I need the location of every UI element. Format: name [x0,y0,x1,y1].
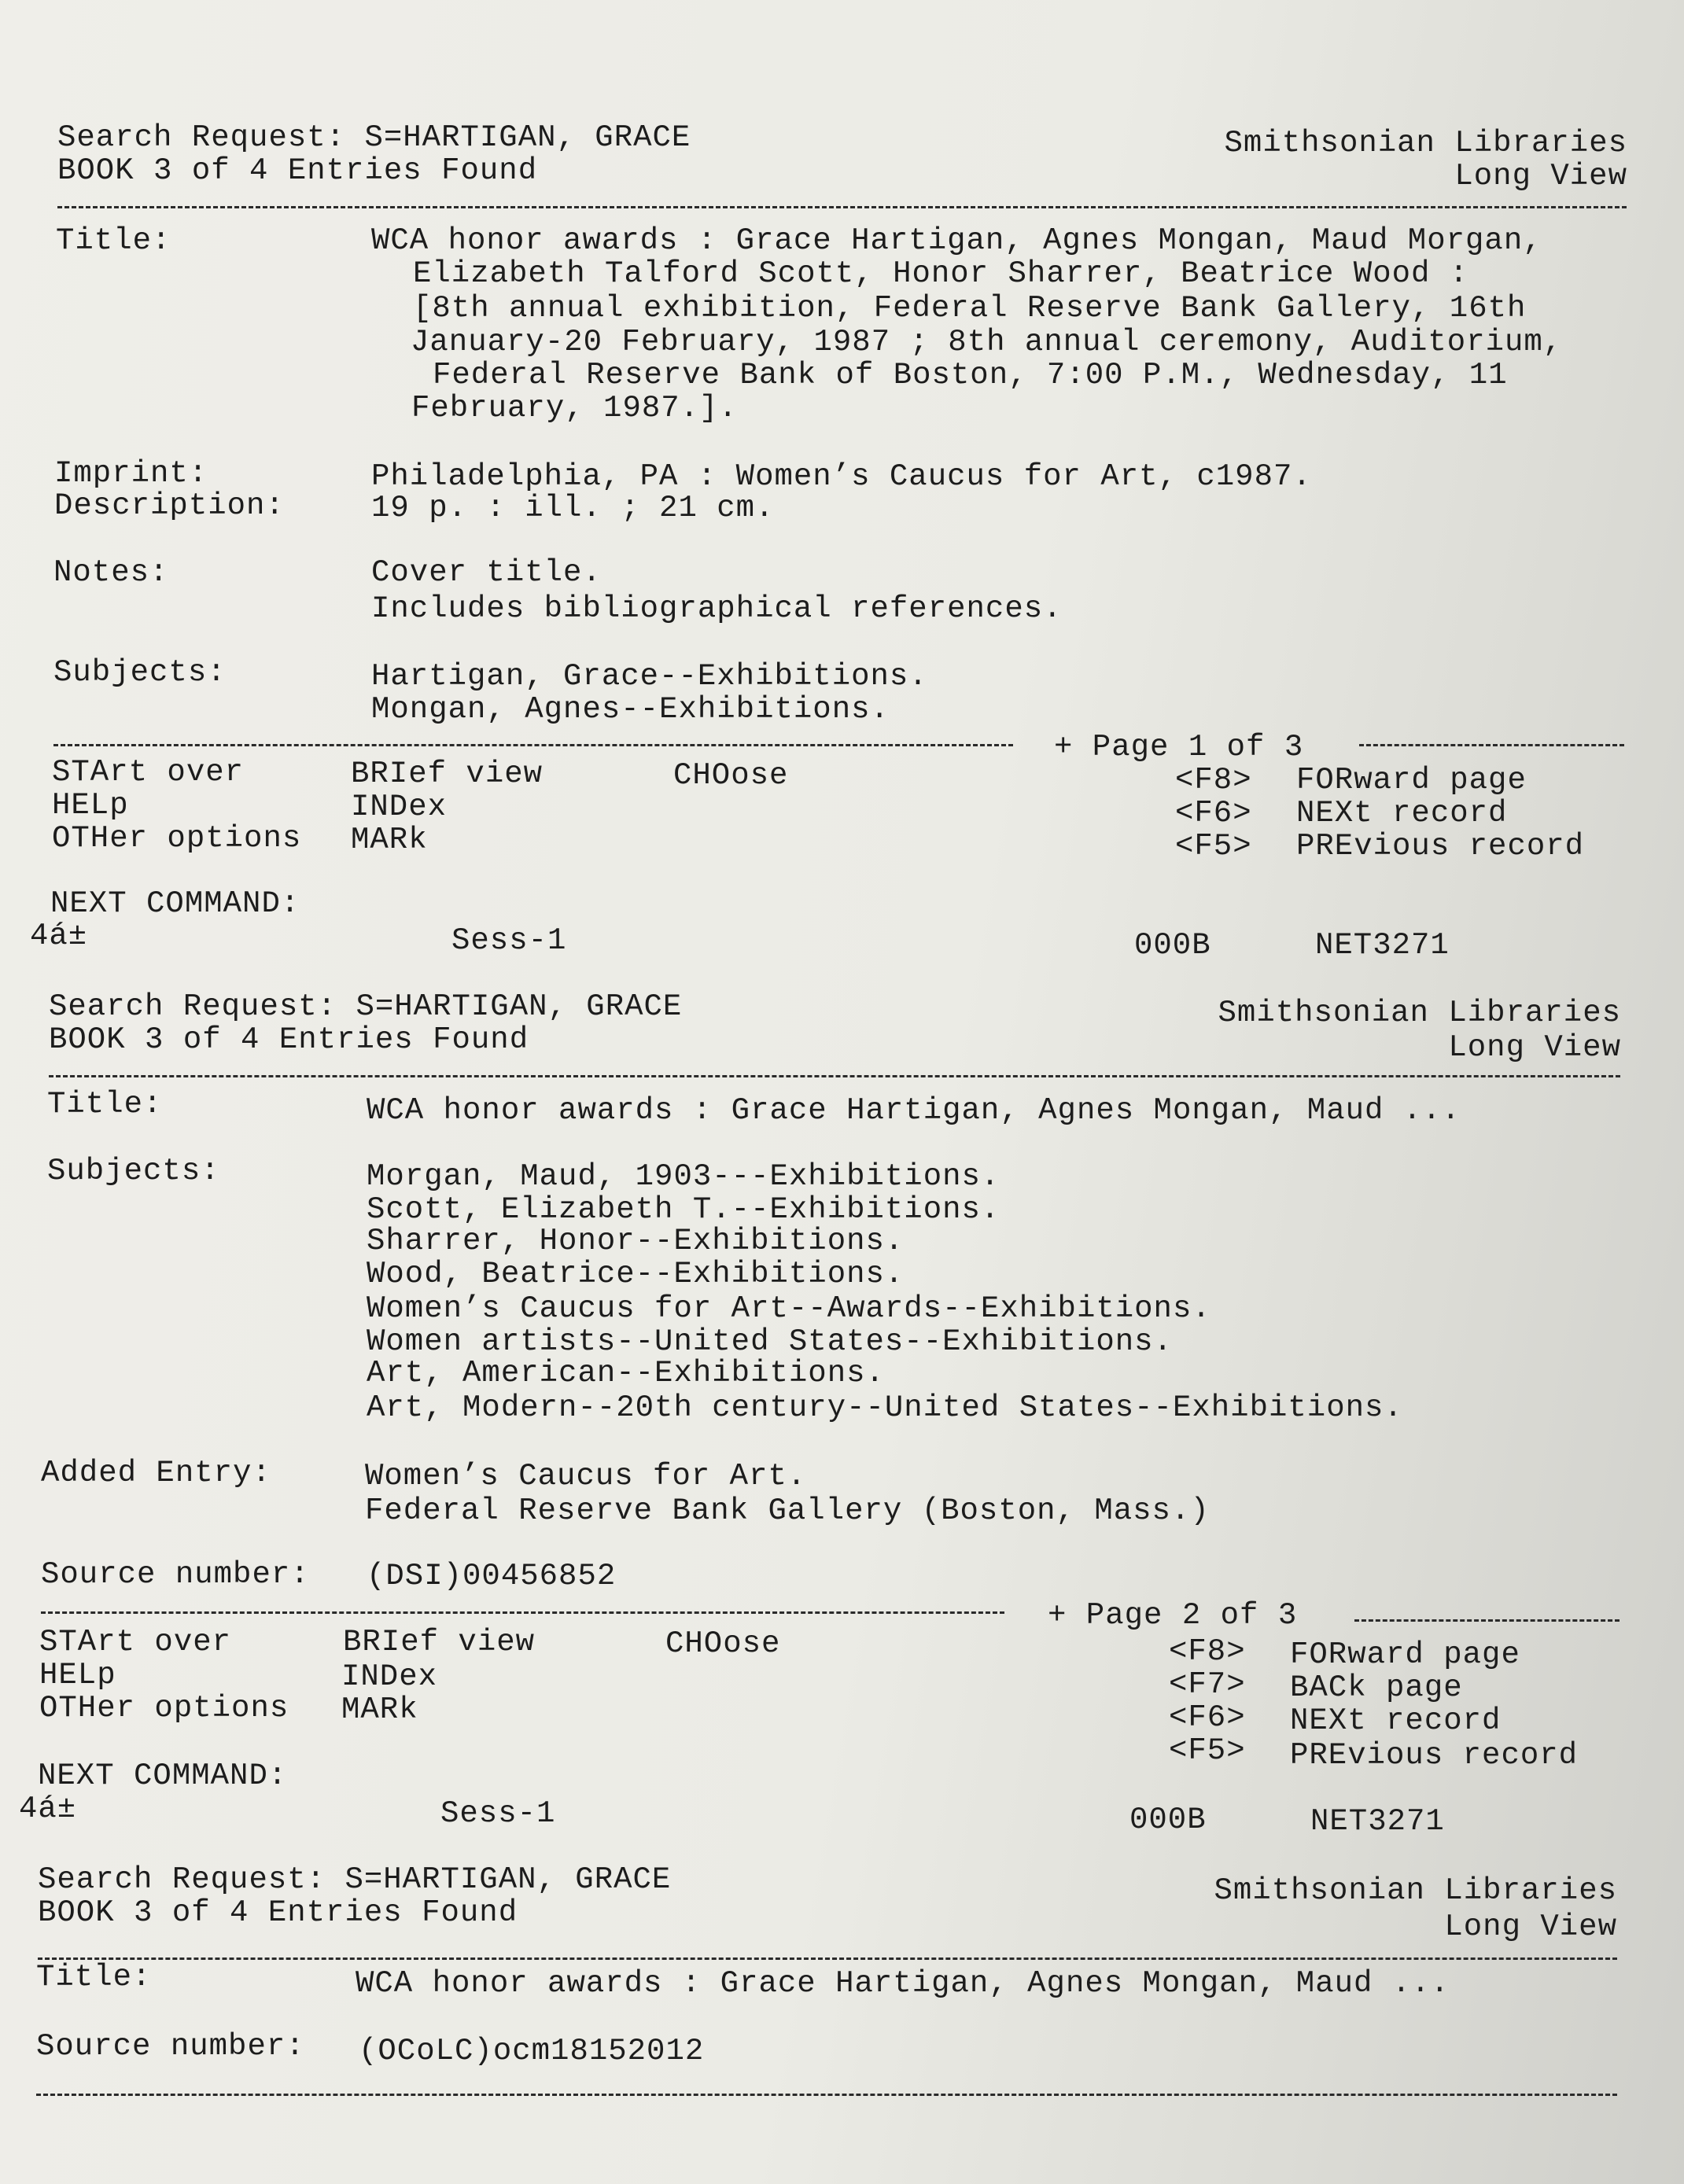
divider [1354,1619,1620,1622]
subject-line: Art, American--Exhibitions. [367,1356,885,1390]
added-entry-label: Added Entry: [41,1456,271,1490]
key-f8[interactable]: <F8> [1169,1634,1246,1669]
added-entry-line: Federal Reserve Bank Gallery (Boston, Mass.) [365,1493,1210,1528]
cmd-previous-record[interactable]: PREvious record [1296,829,1585,864]
key-f5[interactable]: <F5> [1169,1733,1246,1768]
divider [41,1611,1004,1614]
page-indicator: + Page 2 of 3 [1048,1598,1298,1633]
cmd-other-options[interactable]: OTHer options [39,1691,289,1725]
source-number-value: (OCoLC)ocm18152012 [359,2034,705,2068]
subjects-label: Subjects: [53,655,227,690]
cmd-index[interactable]: INDex [351,790,448,824]
title-label: Title: [36,1960,152,1994]
source-number-label: Source number: [36,2029,305,2064]
status-code: 4á± [30,919,88,953]
cmd-mark[interactable]: MARk [341,1692,418,1727]
title-label: Title: [56,223,171,258]
title-line: Federal Reserve Bank of Boston, 7:00 P.M., Wednesday, 11 [433,358,1508,392]
view-mode: Long View [1448,1030,1621,1065]
cmd-start-over[interactable]: STArt over [52,755,245,790]
subject-line: Wood, Beatrice--Exhibitions. [367,1257,905,1291]
next-command-prompt[interactable]: NEXT COMMAND: [38,1759,288,1793]
key-f8[interactable]: <F8> [1175,763,1252,797]
cmd-brief-view[interactable]: BRIef view [351,757,544,791]
description-value: 19 p. : ill. ; 21 cm. [371,491,775,525]
key-f6[interactable]: <F6> [1175,796,1252,831]
source-number-label: Source number: [41,1557,310,1592]
entries-found: BOOK 3 of 4 Entries Found [38,1895,518,1930]
cmd-mark[interactable]: MARk [351,823,428,857]
cmd-index[interactable]: INDex [341,1659,438,1694]
cmd-forward-page[interactable]: FORward page [1296,763,1527,797]
status-block: 000B [1134,928,1211,963]
divider [53,744,1013,746]
subject-line: Scott, Elizabeth T.--Exhibitions. [367,1192,1000,1227]
library-name: Smithsonian Libraries [1214,1873,1617,1908]
cmd-start-over[interactable]: STArt over [39,1625,232,1659]
added-entry-line: Women’s Caucus for Art. [365,1459,807,1493]
subjects-label: Subjects: [47,1154,220,1188]
title-value: WCA honor awards : Grace Hartigan, Agnes Mongan, Maud ... [356,1966,1450,2001]
note-line: Includes bibliographical references. [371,591,1063,626]
title-line: February, 1987.]. [411,391,738,425]
cmd-forward-page[interactable]: FORward page [1290,1637,1520,1672]
subject-line: Sharrer, Honor--Exhibitions. [367,1224,905,1258]
view-mode: Long View [1444,1910,1617,1944]
search-request: Search Request: S=HARTIGAN, GRACE [38,1862,672,1897]
status-net: NET3271 [1310,1804,1445,1839]
cmd-choose[interactable]: CHOose [665,1626,781,1661]
imprint-label: Imprint: [54,456,208,491]
key-f6[interactable]: <F6> [1169,1700,1246,1735]
title-value: WCA honor awards : Grace Hartigan, Agnes Mongan, Maud ... [367,1093,1461,1128]
notes-label: Notes: [53,555,169,590]
subject-line: Art, Modern--20th century--United States--Exhibitions. [367,1390,1403,1425]
next-command-prompt[interactable]: NEXT COMMAND: [50,886,300,921]
library-name: Smithsonian Libraries [1218,996,1621,1030]
divider [57,206,1627,208]
cmd-next-record[interactable]: NEXt record [1290,1703,1502,1738]
cmd-other-options[interactable]: OTHer options [52,821,302,856]
entries-found: BOOK 3 of 4 Entries Found [49,1022,529,1057]
key-f7[interactable]: <F7> [1169,1667,1246,1702]
subject-line: Mongan, Agnes--Exhibitions. [371,692,890,727]
entries-found: BOOK 3 of 4 Entries Found [57,153,538,188]
divider [49,1075,1620,1077]
cmd-next-record[interactable]: NEXt record [1296,796,1508,831]
subject-line: Morgan, Maud, 1903---Exhibitions. [367,1159,1000,1194]
title-line: January-20 February, 1987 ; 8th annual ceremony, Auditorium, [411,325,1563,359]
title-label: Title: [47,1087,163,1121]
search-request: Search Request: S=HARTIGAN, GRACE [57,120,691,155]
view-mode: Long View [1454,159,1627,193]
description-label: Description: [54,488,285,523]
note-line: Cover title. [371,555,602,590]
cmd-help[interactable]: HELp [39,1658,116,1692]
source-number-value: (DSI)00456852 [367,1559,617,1593]
cmd-brief-view[interactable]: BRIef view [343,1625,536,1659]
title-line: WCA honor awards : Grace Hartigan, Agnes Mongan, Maud Morgan, [371,223,1542,258]
title-line: Elizabeth Talford Scott, Honor Sharrer, Beatrice Wood : [413,256,1469,291]
subject-line: Women artists--United States--Exhibitions. [367,1324,1173,1359]
search-request: Search Request: S=HARTIGAN, GRACE [49,989,683,1024]
status-session: Sess-1 [451,923,567,958]
divider [36,2094,1617,2096]
status-code: 4á± [19,1792,77,1826]
cmd-choose[interactable]: CHOose [673,758,789,793]
imprint-value: Philadelphia, PA : Women’s Caucus for Art, c1987. [371,459,1312,494]
cmd-back-page[interactable]: BACk page [1290,1670,1463,1705]
library-name: Smithsonian Libraries [1224,126,1627,160]
status-net: NET3271 [1315,928,1450,963]
divider [38,1957,1617,1960]
status-session: Sess-1 [440,1796,556,1831]
status-block: 000B [1129,1803,1207,1837]
cmd-help[interactable]: HELp [52,788,129,823]
divider [1359,744,1624,746]
subject-line: Women’s Caucus for Art--Awards--Exhibitions. [367,1291,1211,1326]
key-f5[interactable]: <F5> [1175,829,1252,864]
subject-line: Hartigan, Grace--Exhibitions. [371,659,928,694]
cmd-previous-record[interactable]: PREvious record [1290,1738,1579,1773]
page-indicator: + Page 1 of 3 [1054,730,1304,764]
title-line: [8th annual exhibition, Federal Reserve Bank Gallery, 16th [413,291,1527,326]
